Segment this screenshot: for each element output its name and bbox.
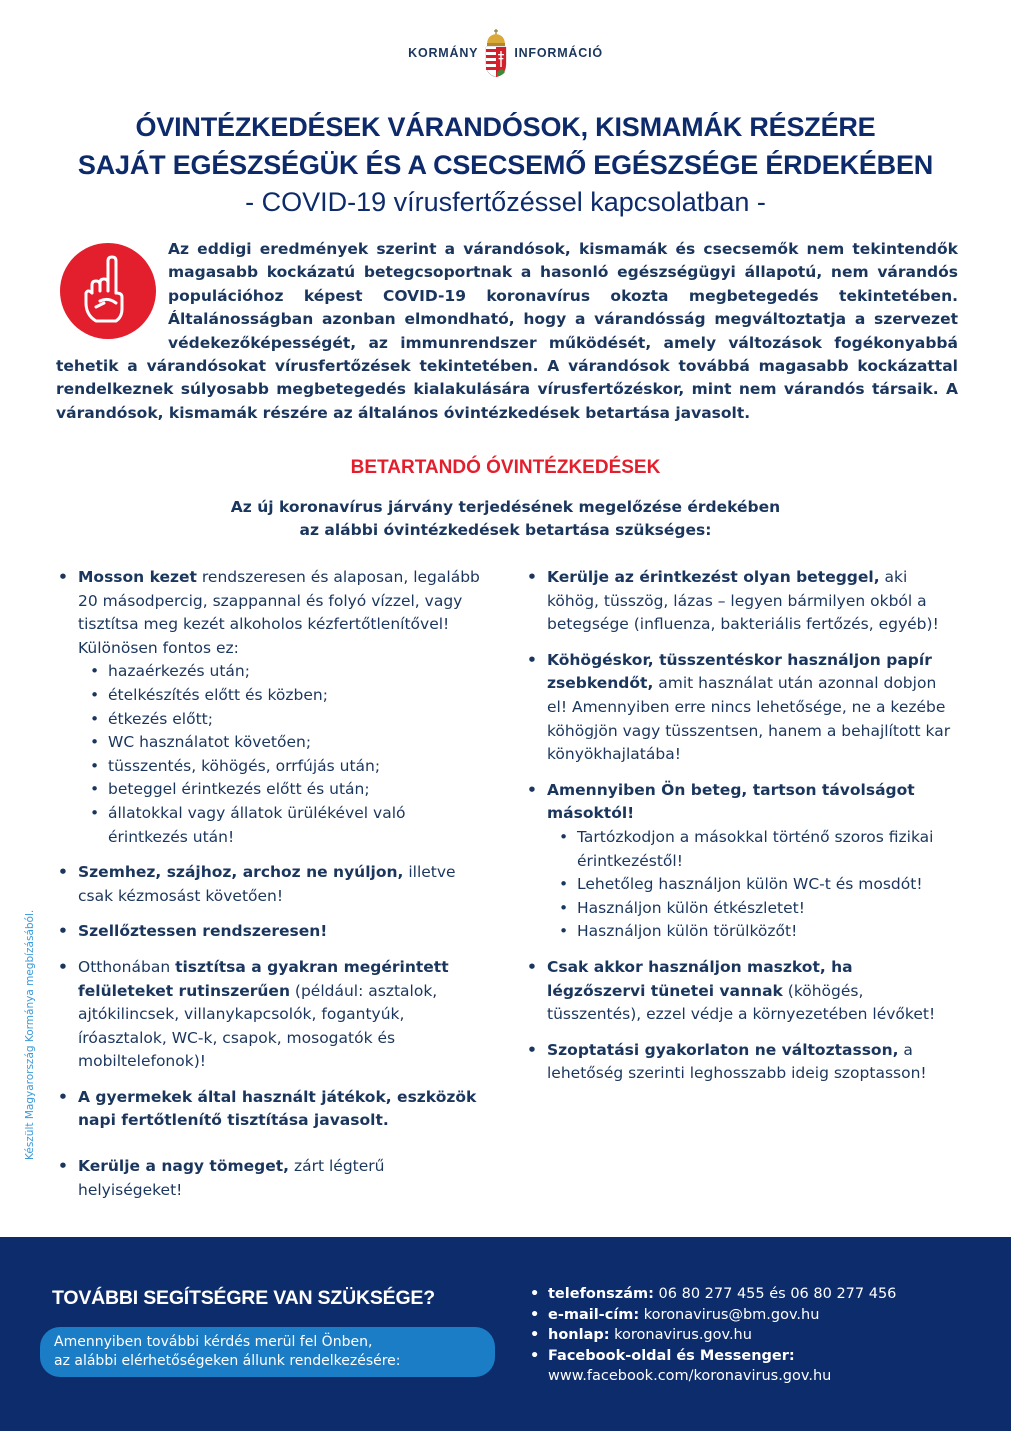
sub-list-item: • ételkészítés előtt és közben; [78,684,486,708]
list-item-bold: Csak akkor használjon maszkot, ha légzőszervi tünetei vannak [547,957,853,1000]
sub-list-item: • Használjon külön étkészletet! [547,897,955,921]
section-subtitle-line-2: az alábbi óvintézkedések betartása szükséges: [299,521,712,539]
section-subtitle-line-1: Az új koronavírus járvány terjedésének megelőzése érdekében [230,498,781,516]
contact-value: koronavirus.gov.hu [609,1327,752,1343]
section-subtitle [0,496,1011,542]
sub-list-item: • állatokkal vagy állatok ürülékével való érintkezés után! [78,802,486,849]
sub-list-item: • hazaérkezés után; [78,660,486,684]
sub-list-item: • beteggel érintkezés előtt és után; [78,778,486,802]
contact-value: 06 80 277 455 és 06 80 277 456 [653,1286,897,1302]
list-item-text: illetve csak kézmosást követően! [78,863,456,905]
intro-paragraph [56,238,958,425]
list-item-bold: Köhögéskor, tüsszentéskor használjon papír zsebkendőt, [547,650,932,693]
footer-info-pill [40,1327,495,1377]
contact-value: koronavirus@bm.gov.hu [639,1306,820,1323]
kormany-informacio-logo [0,28,1011,78]
list-item-text: rendszeresen és alaposan, legalább 20 másodpercig, szappannal és folyó vízzel, vagy tisztítsa meg kezét alkoholos kézfertőtlenítővel! Különösen fontos ez: [78,568,480,657]
list-item-bold: Amennyiben Ön beteg, tartson távolságot másoktól! [547,780,915,823]
contact-facebook [530,1346,896,1367]
sub-list-item: • WC használatot követően; [78,731,486,755]
list-item-text: (például: asztalok, ajtókilincsek, villanykapcsolók, fogantyúk, íróasztalok, WC-k, csapok, mosogatók és mobiltelefonok)! [78,981,438,1071]
contact-label: e-mail-cím: [548,1306,640,1323]
facebook-link[interactable]: www.facebook.com/koronavirus.gov.hu [548,1368,832,1384]
list-item-bold: tisztítsa a gyakran megérintett felületeket rutinszerűen [78,957,449,1000]
sub-list-item: • Tartózkodjon a másokkal történő szoros fizikai érintkezéstől! [547,826,955,873]
list-item [525,779,955,944]
list-item [56,861,486,908]
list-item-text: zárt légterű helyiségeket! [78,1157,385,1199]
list-item-bold: Szellőztessen rendszeresen! [78,922,328,941]
list-item [56,956,486,1074]
side-note-credit: Készült Magyarország Kormánya megbízásából. [24,909,36,1160]
sub-list-item: • tüsszentés, köhögés, orrfújás után; [78,755,486,779]
list-item-text: a lehetőség szerinti leghosszabb ideig szoptasson! [547,1040,927,1083]
contact-phone[interactable] [530,1284,896,1305]
left-column-list [56,566,486,1214]
list-item-bold: Szemhez, szájhoz, archoz ne nyúljon, [78,863,404,882]
logo-text-right: INFORMÁCIÓ [514,46,603,60]
contact-email[interactable] [530,1305,896,1326]
list-item-text: Otthonában [78,957,176,976]
logo-text-left: KORMÁNY [408,46,479,60]
page-title [0,108,1011,220]
sub-list-item: • Lehetőleg használjon külön WC-t és mosdót! [547,873,955,897]
list-item-text: amit használat után azonnal dobjon el! Amennyiben erre nincs lehetősége, ne a kezébe köhögjön vagy tüsszentsen, hanem a behajlított kar könyökhajlatába! [547,674,951,764]
page-subtitle: - COVID-19 vírusfertőzéssel kapcsolatban - [245,187,766,217]
intro-text: Az eddigi eredmények szerint a várandósok, kismamák és csecsemők nem tekintendők magasabb kockázatú betegcsoportnak a hasonló egészségügyi állapotú, nem várandós populációhoz képest COVID-19 koronavírus okozta megbetegedés tekintetében. Általánosságban azonban elmondható, hogy a várandósság megváltoztatja a szervezet védekezőképességét, az immunrendszer működését, amely változások fogékonyabbá tehetik a várandósokat vírusfertőzések tekintetében. A várandósok továbbá magasabb kockázattal rendelkeznek súlyosabb megbetegedés kialakulására vírusfertőzéskor, mint nem várandós társaik. A várandósok, kismamák részére az általános óvintézkedések betartása javasolt. [56,240,958,422]
list-item-bold: A gyermekek által használt játékok, eszközök napi fertőtlenítő tisztítása javasolt. [78,1087,477,1130]
list-item [56,1155,486,1202]
list-item-text: aki köhög, tüsszög, lázas – legyen bármilyen okból a betegsége (influenza, bakteriális fertőzés, egyéb)! [547,568,939,634]
list-item-text: (köhögés, tüsszentés), ezzel védje a környezetében lévőket! [547,981,936,1024]
contact-list [530,1284,896,1387]
list-item [525,649,955,767]
list-item [56,1086,486,1133]
footer-pill-line-1: Amennyiben további kérdés merül fel Önben, [54,1334,373,1350]
title-line-2: SAJÁT EGÉSZSÉGÜK ÉS A CSECSEMŐ EGÉSZSÉGE ÉRDEKÉBEN [77,150,934,180]
hungarian-coat-of-arms-icon [484,28,508,78]
list-item-bold: Kerülje az érintkezést olyan beteggel, [547,568,880,586]
contact-website[interactable] [530,1325,896,1346]
contact-label: Facebook-oldal és Messenger: [548,1347,795,1364]
footer-title: TOVÁBBI SEGÍTSÉGRE VAN SZÜKSÉGE? [52,1287,435,1309]
list-item-bold: Mosson kezet [78,568,197,586]
right-column-list [525,566,955,1098]
list-item [525,1039,955,1086]
footer-help-section [0,1237,1011,1431]
section-title: BETARTANDÓ ÓVINTÉZKEDÉSEK [350,457,661,478]
list-item-bold: Szoptatási gyakorlaton ne változtasson, [547,1040,899,1059]
contact-label: telefonszám: [548,1286,654,1302]
footer-pill-line-2: az alábbi elérhetőségeken állunk rendelkezésére: [54,1353,401,1369]
contact-label: honlap: [548,1327,610,1343]
list-item [525,956,955,1027]
sub-list-item: • étkezés előtt; [78,708,486,732]
list-item [525,566,955,637]
list-item [56,920,486,944]
list-item [56,566,486,849]
title-line-1: ÓVINTÉZKEDÉSEK VÁRANDÓSOK, KISMAMÁK RÉSZÉRE [135,112,876,142]
list-item-bold: Kerülje a nagy tömeget, [78,1157,290,1176]
sub-list-item: • Használjon külön törülközőt! [547,920,955,944]
